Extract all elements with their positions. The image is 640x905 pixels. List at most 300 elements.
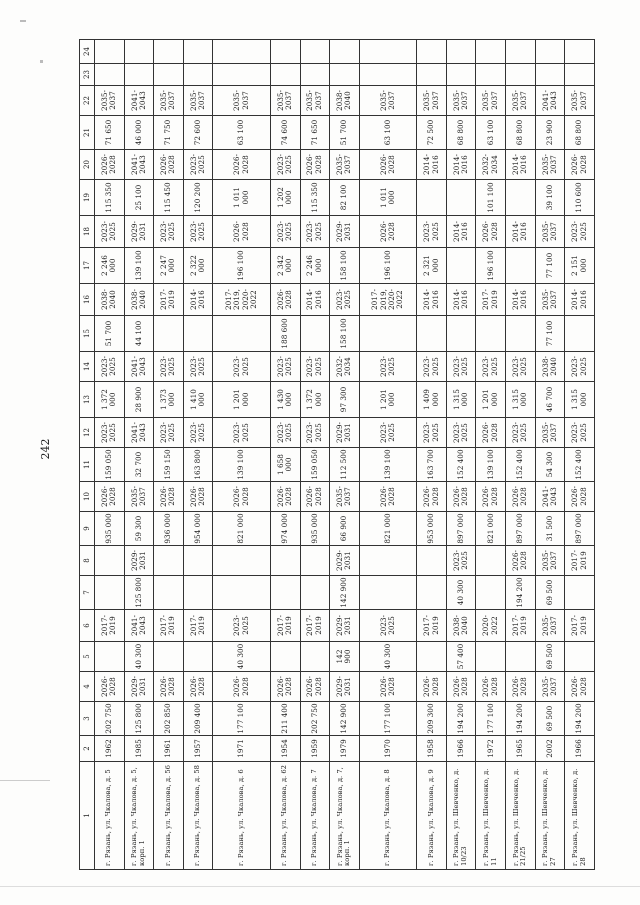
- table-cell: 2026-2028: [95, 150, 125, 180]
- table-cell: 935 000: [95, 512, 125, 546]
- column-number: 5: [80, 642, 95, 672]
- building-address: г. Рязань, ул. Шевченко, д. 21/25: [506, 762, 536, 870]
- table-cell: 82 100: [330, 180, 360, 216]
- table-cell: 821 000: [213, 512, 271, 546]
- table-cell: 1 315 000: [565, 382, 595, 418]
- table-cell: [359, 64, 417, 86]
- table-cell: 2026-2028: [213, 672, 271, 702]
- table-cell: 2035-2037: [330, 482, 360, 512]
- column-number: 10: [80, 482, 95, 512]
- table-cell: 152 400: [446, 448, 476, 482]
- table-cell: 1 409 000: [417, 382, 447, 418]
- table-cell: [446, 248, 476, 284]
- table-cell: 97 300: [330, 382, 360, 418]
- table-cell: 1 315 000: [446, 382, 476, 418]
- table-cell: [417, 576, 447, 610]
- table-cell: 2026-2028: [183, 672, 213, 702]
- column-number: 19: [80, 180, 95, 216]
- table-row: [213, 40, 271, 870]
- table-cell: 2035-2037: [124, 482, 154, 512]
- table-cell: 2014-2016: [446, 284, 476, 316]
- table-cell: [417, 642, 447, 672]
- table-cell: 2029-2031: [330, 610, 360, 642]
- table-cell: 2041-2043: [124, 418, 154, 448]
- table-cell: 2035-2037: [213, 86, 271, 116]
- table-cell: 211 400: [270, 702, 300, 736]
- table-cell: 2041-2043: [124, 86, 154, 116]
- table-cell: 59 300: [124, 512, 154, 546]
- table-cell: 2023-2025: [565, 418, 595, 448]
- table-cell: 2026-2028: [213, 482, 271, 512]
- column-number: 24: [80, 40, 95, 64]
- table-cell: 120 200: [183, 180, 213, 216]
- table-cell: 2026-2028: [154, 482, 184, 512]
- table-cell: 2035-2037: [535, 216, 565, 248]
- table-cell: 2014-2016: [565, 284, 595, 316]
- table-cell: [213, 316, 271, 352]
- table-cell: 2026-2028: [446, 482, 476, 512]
- table-cell: 63 100: [359, 116, 417, 150]
- table-cell: [213, 64, 271, 86]
- table-cell: [300, 40, 330, 64]
- table-cell: 196 100: [476, 248, 506, 284]
- table-cell: 2023-2025: [183, 418, 213, 448]
- table-cell: 2026-2028: [183, 482, 213, 512]
- table-cell: 188 600: [270, 316, 300, 352]
- table-cell: 2026-2028: [359, 672, 417, 702]
- table-cell: 142 900: [330, 642, 360, 672]
- column-number: 4: [80, 672, 95, 702]
- table-cell: 897 000: [565, 512, 595, 546]
- table-cell: 177 100: [476, 702, 506, 736]
- table-cell: [124, 64, 154, 86]
- table-cell: 209 400: [183, 702, 213, 736]
- table-cell: 935 000: [300, 512, 330, 546]
- table-cell: 1966: [565, 736, 595, 762]
- table-cell: [270, 546, 300, 576]
- table-cell: 72 500: [417, 116, 447, 150]
- table-cell: 2035-2037: [535, 610, 565, 642]
- column-number: 16: [80, 284, 95, 316]
- table-cell: 1966: [446, 736, 476, 762]
- table-cell: 163 800: [183, 448, 213, 482]
- table-cell: [565, 64, 595, 86]
- table-cell: [300, 576, 330, 610]
- table-cell: 159 050: [300, 448, 330, 482]
- table-cell: 2026-2028: [154, 150, 184, 180]
- table-cell: 1 315 000: [506, 382, 536, 418]
- table-cell: [476, 642, 506, 672]
- table-cell: 25 100: [124, 180, 154, 216]
- table-cell: 2023-2025: [446, 352, 476, 382]
- table-cell: 2035-2037: [535, 546, 565, 576]
- table-cell: 2023-2025: [95, 216, 125, 248]
- table-cell: [565, 40, 595, 64]
- table-cell: 1959: [300, 736, 330, 762]
- table-cell: 2026-2028: [565, 150, 595, 180]
- table-cell: 101 100: [476, 180, 506, 216]
- table-cell: 63 100: [476, 116, 506, 150]
- table-cell: 194 200: [506, 576, 536, 610]
- table-cell: 2035-2037: [417, 86, 447, 116]
- table-cell: 2023-2025: [95, 352, 125, 382]
- table-cell: 2029-2031: [124, 546, 154, 576]
- table-cell: [183, 546, 213, 576]
- table-cell: [330, 64, 360, 86]
- table-cell: 2035-2037: [359, 86, 417, 116]
- table-cell: 1 373 000: [154, 382, 184, 418]
- table-cell: 71 750: [154, 116, 184, 150]
- table-cell: 158 100: [330, 316, 360, 352]
- table-cell: [330, 40, 360, 64]
- table-cell: 139 100: [124, 248, 154, 284]
- table-cell: 954 000: [183, 512, 213, 546]
- table-cell: 139 100: [213, 448, 271, 482]
- table-cell: 2017-2019: [270, 610, 300, 642]
- table-cell: [476, 64, 506, 86]
- table-cell: 2035-2037: [95, 86, 125, 116]
- table-cell: 2023-2025: [270, 418, 300, 448]
- table-cell: [359, 316, 417, 352]
- column-number: 7: [80, 576, 95, 610]
- scan-speck: [20, 20, 26, 22]
- table-row: [417, 40, 447, 870]
- table-cell: 2035-2037: [565, 86, 595, 116]
- table-cell: 202 850: [154, 702, 184, 736]
- table-cell: 23 900: [535, 116, 565, 150]
- table-cell: 2026-2028: [300, 150, 330, 180]
- table-cell: [446, 316, 476, 352]
- table-cell: 2035-2037: [535, 150, 565, 180]
- table-cell: [154, 642, 184, 672]
- table-cell: 159 050: [95, 448, 125, 482]
- table-cell: [270, 576, 300, 610]
- table-cell: 125 800: [124, 702, 154, 736]
- table-cell: 209 300: [417, 702, 447, 736]
- table-cell: [183, 64, 213, 86]
- table-cell: 2041-2043: [535, 86, 565, 116]
- table-cell: 2023-2025: [330, 284, 360, 316]
- table-cell: 2023-2025: [213, 418, 271, 448]
- table-cell: 194 200: [565, 702, 595, 736]
- table-cell: 152 400: [506, 448, 536, 482]
- table-cell: 2 151 000: [565, 248, 595, 284]
- table-cell: [417, 180, 447, 216]
- table-cell: 2035-2037: [506, 86, 536, 116]
- table-cell: [446, 180, 476, 216]
- table-cell: 196 100: [213, 248, 271, 284]
- table-cell: 158 100: [330, 248, 360, 284]
- table-cell: 2026-2028: [300, 482, 330, 512]
- table-row: [124, 40, 154, 870]
- table-cell: 2023-2025: [300, 216, 330, 248]
- table-cell: [446, 40, 476, 64]
- table-cell: [535, 64, 565, 86]
- table-cell: 159 150: [154, 448, 184, 482]
- table-cell: 177 100: [359, 702, 417, 736]
- table-cell: 2 321 000: [417, 248, 447, 284]
- table-cell: 63 100: [213, 116, 271, 150]
- table-cell: 74 600: [270, 116, 300, 150]
- table-cell: 821 000: [476, 512, 506, 546]
- table-row: [330, 40, 360, 870]
- table-cell: [154, 546, 184, 576]
- building-address: г. Рязань, ул. Чкалова, д. 62: [270, 762, 300, 870]
- table-cell: 2023-2025: [359, 352, 417, 382]
- column-number: 3: [80, 702, 95, 736]
- table-cell: 2026-2028: [446, 672, 476, 702]
- table-cell: 897 000: [506, 512, 536, 546]
- table-cell: 115 350: [300, 180, 330, 216]
- table-cell: 77 100: [535, 248, 565, 284]
- table-cell: 2023-2025: [154, 216, 184, 248]
- table-cell: 953 000: [417, 512, 447, 546]
- table-cell: 2023-2025: [506, 352, 536, 382]
- table-cell: 2014-2016: [506, 150, 536, 180]
- table-cell: [95, 546, 125, 576]
- table-cell: 1972: [476, 736, 506, 762]
- table-cell: [476, 40, 506, 64]
- table-cell: 2026-2028: [359, 482, 417, 512]
- table-cell: 2002: [535, 736, 565, 762]
- table-cell: 2017-2019: [506, 610, 536, 642]
- table-cell: 2023-2025: [213, 610, 271, 642]
- table-row: [359, 40, 417, 870]
- table-cell: 1 201 000: [476, 382, 506, 418]
- table-cell: 2029-2031: [330, 546, 360, 576]
- table-cell: [213, 546, 271, 576]
- table-cell: [506, 40, 536, 64]
- table-cell: 2014-2016: [506, 216, 536, 248]
- table-cell: 2017-2019: [565, 610, 595, 642]
- table-cell: 142 900: [330, 702, 360, 736]
- table-cell: [359, 576, 417, 610]
- table-cell: 2023-2025: [359, 418, 417, 448]
- table-cell: 2 246 000: [300, 248, 330, 284]
- table-cell: 2029-2031: [330, 216, 360, 248]
- table-cell: 2026-2028: [506, 546, 536, 576]
- table-cell: 1954: [270, 736, 300, 762]
- table-cell: 2023-2025: [213, 352, 271, 382]
- column-number: 11: [80, 448, 95, 482]
- table-cell: 57 400: [446, 642, 476, 672]
- table-cell: 1979: [330, 736, 360, 762]
- table-cell: 31 500: [535, 512, 565, 546]
- table-cell: 2029-2031: [124, 672, 154, 702]
- column-number: 18: [80, 216, 95, 248]
- table-cell: 2038-2040: [124, 284, 154, 316]
- building-address: г. Рязань, ул. Шевченко, д. 27: [535, 762, 565, 870]
- table-cell: 2026-2028: [476, 672, 506, 702]
- table-cell: [535, 40, 565, 64]
- table-cell: 2026-2028: [213, 216, 271, 248]
- table-cell: 2020-2022: [476, 610, 506, 642]
- table-cell: 2035-2037: [330, 150, 360, 180]
- building-address: г. Рязань, ул. Шевченко, д. 11: [476, 762, 506, 870]
- table-cell: 2026-2028: [95, 482, 125, 512]
- table-cell: [95, 40, 125, 64]
- table-row: [565, 40, 595, 870]
- table-cell: 2035-2037: [535, 672, 565, 702]
- table-cell: 2023-2025: [154, 352, 184, 382]
- table-cell: 40 300: [213, 642, 271, 672]
- table-cell: 2023-2025: [95, 418, 125, 448]
- table-cell: 1 430 000: [270, 382, 300, 418]
- table-cell: 2023-2025: [417, 418, 447, 448]
- table-cell: 2017-2019: [476, 284, 506, 316]
- table-cell: 2032-2034: [330, 352, 360, 382]
- table-cell: [300, 64, 330, 86]
- table-cell: 142 900: [330, 576, 360, 610]
- table-cell: 2026-2028: [417, 672, 447, 702]
- table-cell: 2023-2025: [270, 216, 300, 248]
- table-cell: 125 800: [124, 576, 154, 610]
- table-cell: 1 201 000: [359, 382, 417, 418]
- building-address: г. Рязань, ул. Чкалова, д. 8: [359, 762, 417, 870]
- table-cell: 2023-2025: [417, 216, 447, 248]
- table-cell: 69 500: [535, 702, 565, 736]
- building-address: г. Рязань, ул. Чкалова, д. 58: [183, 762, 213, 870]
- table-cell: 196 100: [359, 248, 417, 284]
- column-number: 20: [80, 150, 95, 180]
- building-address: г. Рязань, ул. Чкалова, д. 5: [95, 762, 125, 870]
- column-number: 2: [80, 736, 95, 762]
- table-cell: 54 300: [535, 448, 565, 482]
- table-cell: 2029-2031: [330, 418, 360, 448]
- table-cell: [476, 546, 506, 576]
- table-cell: [213, 40, 271, 64]
- table-cell: 2023-2025: [476, 352, 506, 382]
- table-cell: 40 300: [446, 576, 476, 610]
- table-cell: 2017-2019: [183, 610, 213, 642]
- table-cell: 202 750: [300, 702, 330, 736]
- table-cell: 2023-2025: [270, 150, 300, 180]
- table-cell: [300, 316, 330, 352]
- column-number: 6: [80, 610, 95, 642]
- table-cell: 2029-2031: [330, 672, 360, 702]
- table-cell: 1957: [183, 736, 213, 762]
- scan-line: [0, 780, 50, 781]
- table-cell: 2023-2025: [300, 418, 330, 448]
- table-cell: [417, 316, 447, 352]
- table-cell: 177 100: [213, 702, 271, 736]
- table-cell: 2014-2016: [446, 150, 476, 180]
- table-cell: 68 800: [506, 116, 536, 150]
- table-cell: [183, 642, 213, 672]
- table-cell: [183, 576, 213, 610]
- table-cell: 69 500: [535, 642, 565, 672]
- table-cell: 2035-2037: [535, 284, 565, 316]
- table-cell: 72 600: [183, 116, 213, 150]
- table-cell: 139 100: [476, 448, 506, 482]
- table-cell: 2035-2037: [300, 86, 330, 116]
- column-number: 12: [80, 418, 95, 448]
- table-cell: 2026-2028: [506, 482, 536, 512]
- table-cell: [270, 642, 300, 672]
- table-cell: 2026-2028: [476, 418, 506, 448]
- table-cell: 2026-2028: [300, 672, 330, 702]
- table-cell: 2026-2028: [506, 672, 536, 702]
- table-cell: [446, 64, 476, 86]
- table-cell: 2026-2028: [359, 216, 417, 248]
- column-number: 14: [80, 352, 95, 382]
- table-cell: 2026-2028: [417, 482, 447, 512]
- table-cell: 2023-2025: [183, 352, 213, 382]
- table-cell: 974 000: [270, 512, 300, 546]
- table-cell: [124, 40, 154, 64]
- table-row: [446, 40, 476, 870]
- table-cell: 2038-2040: [330, 86, 360, 116]
- table-row: [476, 40, 506, 870]
- table-cell: 163 700: [417, 448, 447, 482]
- table-cell: 110 600: [565, 180, 595, 216]
- scan-speck: [40, 60, 43, 63]
- table-cell: [506, 316, 536, 352]
- table-cell: 2026-2028: [154, 672, 184, 702]
- building-address: г. Рязань, ул. Чкалова, д. 7: [300, 762, 330, 870]
- table-cell: 46 000: [124, 116, 154, 150]
- table-cell: 2041-2043: [124, 352, 154, 382]
- table-cell: [154, 64, 184, 86]
- building-address: г. Рязань, ул. Шевченко, д. 10/23: [446, 762, 476, 870]
- table-cell: [154, 576, 184, 610]
- table-cell: 2035-2037: [270, 86, 300, 116]
- table-row: [535, 40, 565, 870]
- table-cell: 1 372 000: [95, 382, 125, 418]
- table-cell: 2026-2028: [565, 672, 595, 702]
- scan-line: [0, 886, 640, 887]
- table-cell: 2023-2025: [183, 216, 213, 248]
- table-cell: 2026-2028: [270, 672, 300, 702]
- table-cell: 194 200: [506, 702, 536, 736]
- table-cell: 2041-2043: [124, 610, 154, 642]
- table-cell: 2026-2028: [270, 284, 300, 316]
- table-cell: 1 201 000: [213, 382, 271, 418]
- table-cell: 1 372 000: [300, 382, 330, 418]
- overhaul-schedule-table: [79, 39, 595, 870]
- table-cell: [417, 546, 447, 576]
- table-cell: 2017-2019: [300, 610, 330, 642]
- table-cell: 68 800: [446, 116, 476, 150]
- table-cell: [300, 642, 330, 672]
- table-cell: 2026-2028: [359, 150, 417, 180]
- table-cell: 2038-2040: [535, 352, 565, 382]
- table-cell: 2026-2028: [476, 216, 506, 248]
- table-cell: 897 000: [446, 512, 476, 546]
- table-cell: 1 202 000: [270, 180, 300, 216]
- table-cell: 2017-2019: [95, 610, 125, 642]
- table-cell: 194 200: [446, 702, 476, 736]
- table-cell: [417, 40, 447, 64]
- table-row: [183, 40, 213, 870]
- building-address: г. Рязань, ул. Чкалова, д. 6: [213, 762, 271, 870]
- table-cell: [359, 40, 417, 64]
- table-cell: 66 900: [330, 512, 360, 546]
- table-cell: 44 100: [124, 316, 154, 352]
- table-cell: 68 800: [565, 116, 595, 150]
- table-cell: 32 700: [124, 448, 154, 482]
- table-cell: [183, 40, 213, 64]
- table-cell: [95, 64, 125, 86]
- table-cell: 46 700: [535, 382, 565, 418]
- table-cell: [506, 248, 536, 284]
- table-cell: 2035-2037: [446, 86, 476, 116]
- table-cell: 1962: [95, 736, 125, 762]
- table-cell: 69 500: [535, 576, 565, 610]
- table-cell: 2023-2025: [446, 546, 476, 576]
- table-cell: 2026-2028: [270, 482, 300, 512]
- table-cell: [506, 180, 536, 216]
